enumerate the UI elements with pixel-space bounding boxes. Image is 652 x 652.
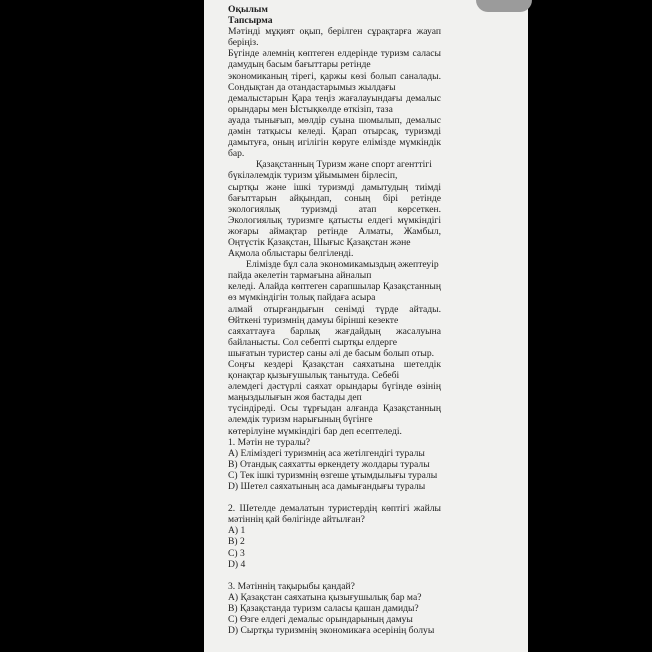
text-line: Елімізде бұл сала экономикамыздың әжептеуір (246, 259, 439, 271)
text-line: әлемдік туризм нарығының бүгінге (228, 414, 373, 426)
document-title: Оқылым (228, 4, 268, 15)
text-line: келеді. Алайда көптеген сарапшылар Қазақстанның (228, 281, 441, 293)
question-1-option-d: D) Шетел саяхатының аса дамығандығы туралы (228, 481, 426, 493)
question-3-stem: 3. Мәтіннің тақырыбы қандай? (228, 580, 355, 592)
text-line: экономиканың тірегі, қаржы көзі болып саналады. (228, 70, 441, 82)
text-line: дамытуға, оның игілігін көруге елімізде мүмкіндік (228, 137, 441, 149)
question-3-option-a: A) Қазақстан саяхатына қызығушылық бар ма? (228, 591, 422, 603)
text-line: алмай отырғандығын сенімді түрде айтады. (228, 303, 441, 315)
text-line: экологиялық туризмді атап көрсеткен. (228, 203, 441, 215)
scanned-page (204, 0, 528, 652)
text-line: шығатын туристер саны әлі де басым болып отыр. (228, 347, 435, 359)
text-line: саяхаттауға барлық жағдайдың жасалуына (228, 325, 441, 337)
text-line: беріңіз. (228, 37, 259, 49)
question-1-stem: 1. Мәтін не туралы? (228, 436, 311, 448)
question-3-option-b: B) Қазақстанда туризм саласы қашан дамиды? (228, 602, 419, 614)
text-line: маңыздылығын жоя бастады деп (228, 392, 362, 404)
corner-tab (476, 0, 532, 12)
text-line: әлемдегі дәстүрлі саяхат орындары бүгінде өзінің (228, 381, 441, 393)
text-line: Қазақстанның Туризм және спорт агенттігі (256, 159, 432, 171)
document-body (228, 4, 441, 636)
text-line: көтерілуіне мүмкіндігі бар деп есептеледі. (228, 425, 402, 437)
text-line: Сондықтан да отандастарымыз жылдағы (228, 81, 396, 93)
text-line: пайда әкелетін тармағына айналып (228, 270, 372, 282)
text-line: Экологиялық туризмге қатысты елдегі мүмкіндігі (228, 214, 441, 226)
text-line: Ақмола облыстары белгіленді. (228, 248, 354, 260)
text-line: Бүгінде әлемнің көптеген елдерінде туризм саласы (228, 48, 441, 60)
text-line: жоғары аймақтар ретінде Алматы, Жамбыл, (228, 225, 441, 237)
question-2-stem: мәтіннің қай бөлігінде айтылған? (228, 514, 365, 526)
text-line: өз мүмкіндігін толық пайдаға асыра (228, 292, 376, 304)
text-line: бар. (228, 148, 245, 160)
question-2-option-d: D) 4 (228, 558, 246, 570)
question-2-option-a: A) 1 (228, 525, 246, 537)
text-line: орындары мен Ыстықкөлде өткізіп, таза (228, 103, 393, 115)
question-3-option-c: C) Өзге елдегі демалыс орындарының дамуы (228, 613, 413, 625)
text-line: дамудың басым бағыттары ретінде (228, 59, 371, 71)
question-1-option-a: A) Еліміздегі туризмнің аса жетілгендігі туралы (228, 447, 425, 459)
text-line: Оңтүстік Қазақстан, Шығыс Қазақстан және (228, 236, 411, 248)
text-line: Өйткені туризмнің дамуы бірінші кезекте (228, 314, 399, 326)
spacer (228, 570, 441, 581)
text-line: бүкіләлемдік туризм ұйымымен бірлесіп, (228, 170, 398, 182)
text-line: бағыттарын айқындап, соның бірі ретінде (228, 192, 441, 204)
text-line: дәмін татқысы келеді. Қарап отырсақ, туризмді (228, 126, 441, 138)
text-line: Соңғы кездері Қазақстан саяхатына шетелдік (228, 359, 441, 370)
spacer (228, 492, 441, 503)
question-2-stem: 2. Шетелде демалатын туристердің көптігі жайлы (228, 503, 441, 515)
text-line: демалыстарын Қара теңіз жағалауындағы демалыс (228, 92, 441, 104)
question-1-option-c: C) Тек ішкі туризмнің өзгеше ұтымдылығы туралы (228, 469, 438, 481)
question-3-option-d: D) Сыртқы туризмнің экономикаға әсерінің болуы (228, 625, 435, 637)
text-line: түсіндіреді. Осы тұрғыдан алғанда Қазақстанның (228, 403, 441, 415)
text-line: қонақтар қызығушылық танытуда. Себебі (228, 370, 400, 382)
text-line: байланысты. Сол себепті сыртқы елдерге (228, 336, 398, 348)
question-2-option-c: C) 3 (228, 547, 245, 559)
question-2-option-b: B) 2 (228, 536, 245, 548)
text-line: Мәтінді мұқият оқып, берілген сұрақтарға жауап (228, 26, 441, 38)
document-subtitle: Тапсырма (228, 15, 273, 27)
question-1-option-b: B) Отандық саяхатты өркендету жолдары туралы (228, 458, 430, 470)
text-line: сыртқы және ішкі туризмді дамытудың тиімді (228, 181, 441, 193)
text-line: ауада тынығып, мөлдір суына шомылып, демалыс (228, 114, 441, 126)
